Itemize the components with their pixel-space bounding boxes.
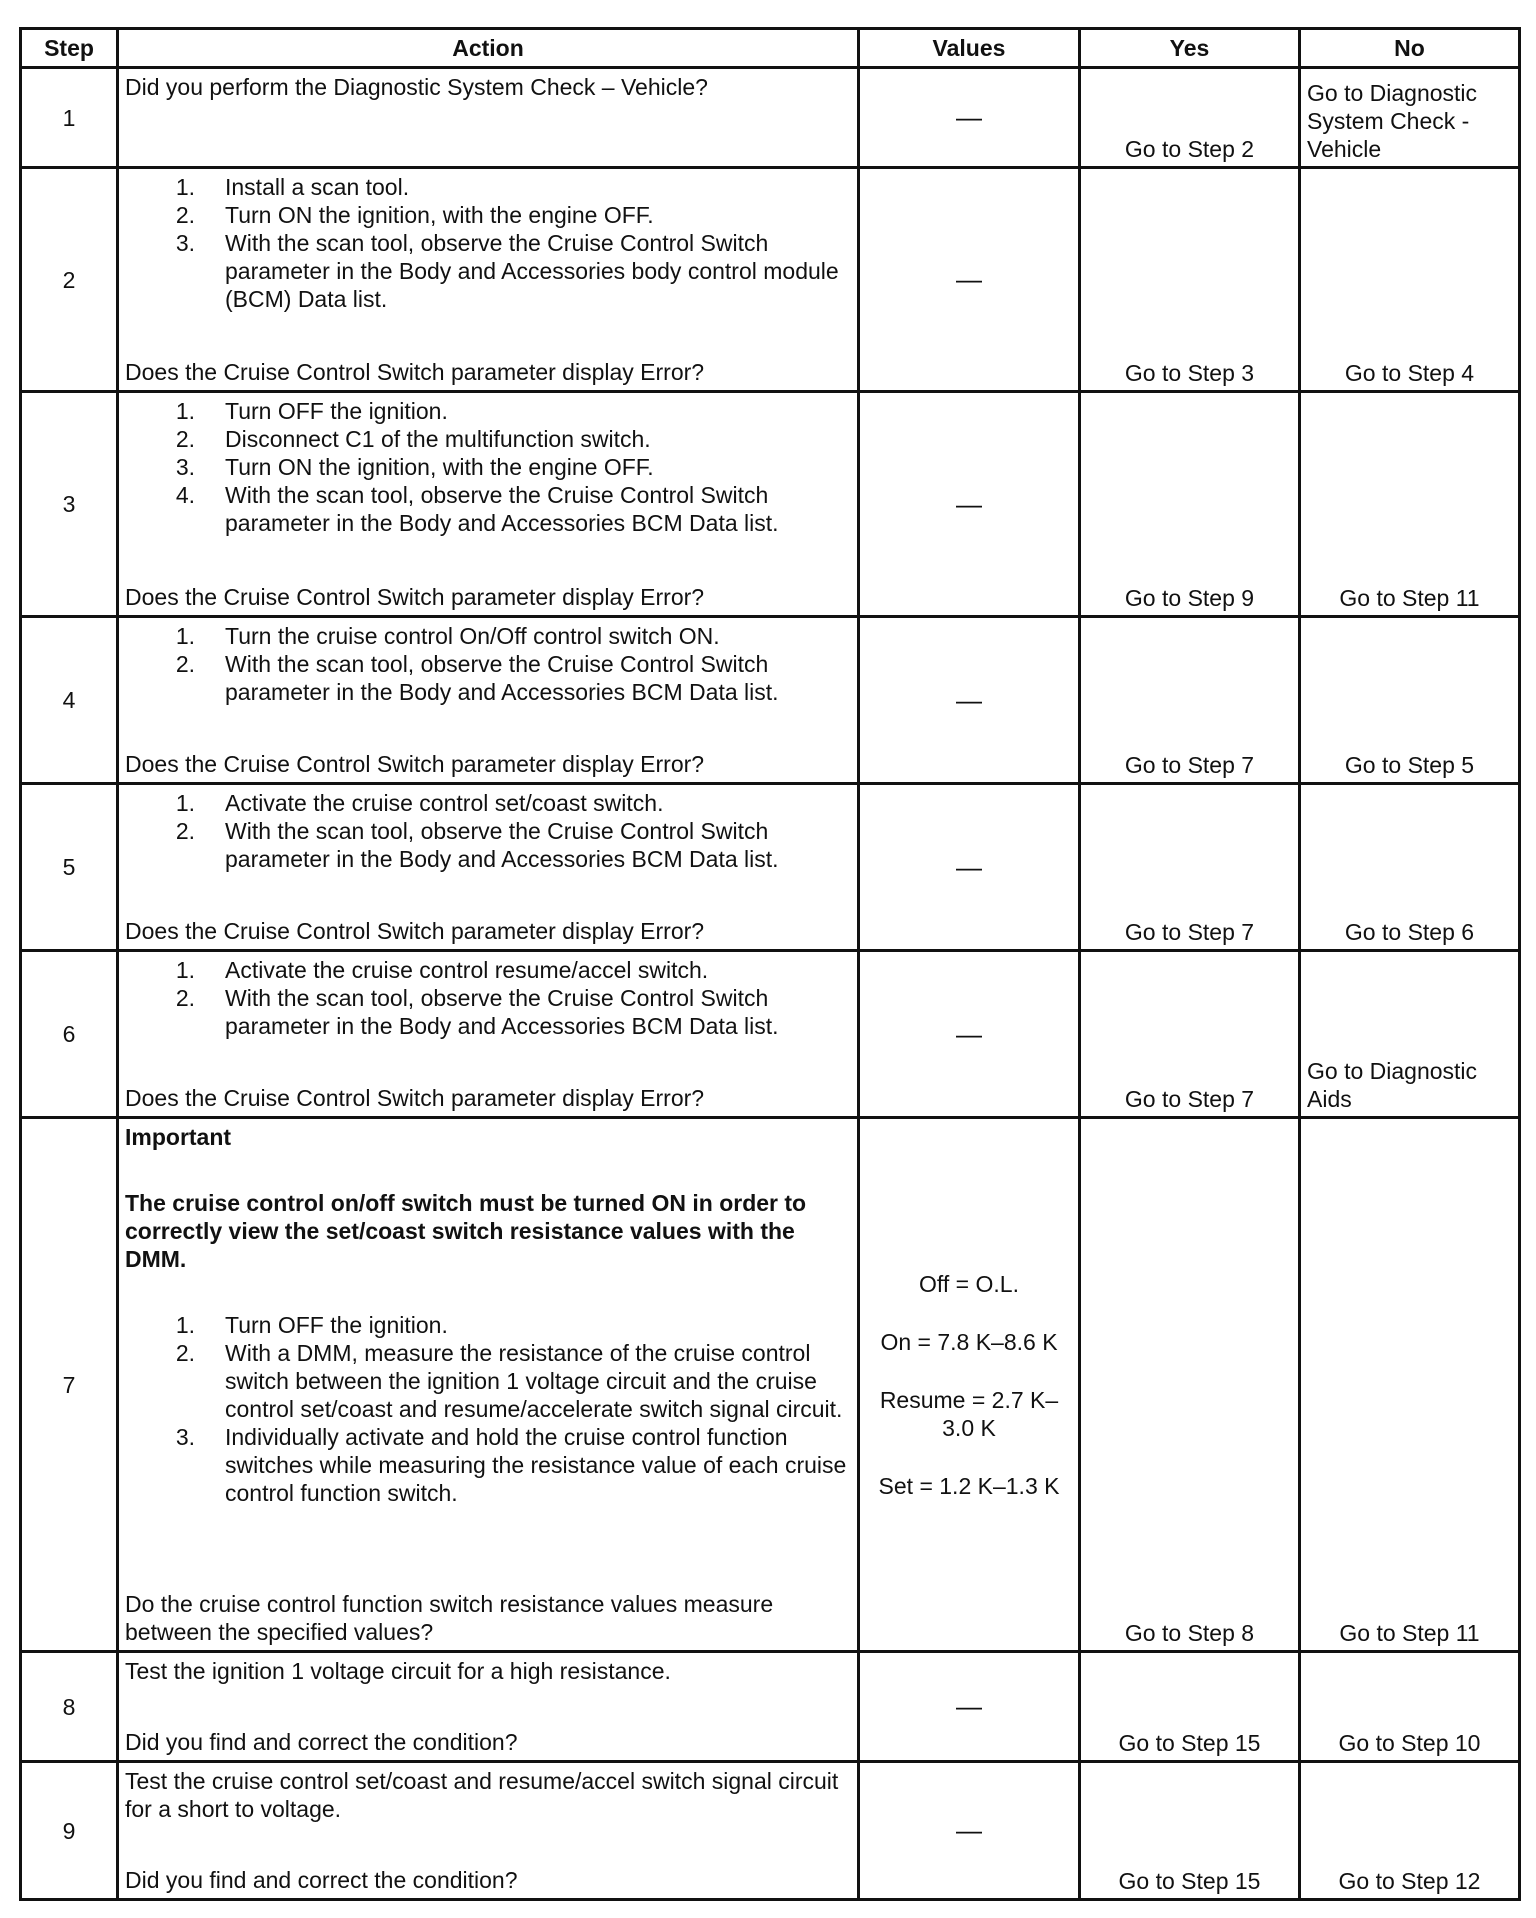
values-cell bbox=[859, 1762, 1080, 1900]
values-cell bbox=[859, 1118, 1080, 1652]
yes-cell: Go to Step 9 bbox=[1080, 392, 1300, 617]
step-number: 2 bbox=[21, 168, 118, 392]
yes-cell: Go to Step 8 bbox=[1080, 1118, 1300, 1652]
no-cell: Go to Diagnostic Aids bbox=[1300, 951, 1520, 1118]
yes-cell: Go to Step 7 bbox=[1080, 784, 1300, 951]
action-cell bbox=[118, 784, 859, 951]
action-steps-list bbox=[125, 622, 851, 706]
action-cell bbox=[118, 1652, 859, 1762]
values-cell bbox=[859, 617, 1080, 784]
header-no: No bbox=[1300, 29, 1520, 68]
table-row bbox=[21, 784, 1520, 951]
table-row bbox=[21, 1652, 1520, 1762]
list-item: 1. Turn OFF the ignition. bbox=[175, 398, 448, 424]
list-item: 1. Turn the cruise control On/Off control switch ON. bbox=[175, 623, 720, 649]
action-question: Does the Cruise Control Switch parameter display Error? bbox=[125, 584, 705, 610]
action-lead: Test the ignition 1 voltage circuit for a high resistance. bbox=[125, 1658, 671, 1684]
action-steps-list bbox=[125, 173, 851, 313]
list-item: 3. Turn ON the ignition, with the engine OFF. bbox=[175, 454, 654, 480]
values-dash: — bbox=[956, 264, 982, 294]
action-cell bbox=[118, 1118, 859, 1652]
action-cell bbox=[118, 1762, 859, 1900]
list-item: 1. Turn OFF the ignition. bbox=[175, 1312, 448, 1338]
values-dash: — bbox=[956, 1691, 982, 1721]
list-item: 3. With the scan tool, observe the Cruise Control Switch parameter in the Body and Accessories body control module (BCM) Data list. bbox=[175, 230, 839, 312]
diagnostic-table bbox=[19, 27, 1521, 1901]
action-cell bbox=[118, 617, 859, 784]
list-item: 2. With a DMM, measure the resistance of the cruise control switch between the ignition 1 voltage circuit and the cruise control set/coast and resume/accelerate switch signal circuit. bbox=[175, 1340, 843, 1422]
header-values: Values bbox=[859, 29, 1080, 68]
important-title: Important bbox=[125, 1124, 232, 1150]
action-question: Did you perform the Diagnostic System Check – Vehicle? bbox=[125, 74, 708, 100]
yes-cell: Go to Step 2 bbox=[1080, 68, 1300, 168]
list-item: 2. Turn ON the ignition, with the engine OFF. bbox=[175, 202, 654, 228]
yes-cell: Go to Step 15 bbox=[1080, 1652, 1300, 1762]
action-cell bbox=[118, 68, 859, 168]
action-steps-list bbox=[125, 789, 851, 873]
action-steps-list bbox=[125, 397, 851, 537]
no-cell: Go to Step 4 bbox=[1300, 168, 1520, 392]
list-item: 2. With the scan tool, observe the Cruise Control Switch parameter in the Body and Accessories BCM Data list. bbox=[175, 818, 779, 872]
values-dash: — bbox=[956, 851, 982, 882]
table-row bbox=[21, 1762, 1520, 1900]
header-row bbox=[21, 29, 1520, 68]
no-cell: Go to Step 6 bbox=[1300, 784, 1520, 951]
action-lead: Test the cruise control set/coast and resume/accel switch signal circuit for a short to voltage. bbox=[125, 1768, 839, 1822]
step-number: 5 bbox=[21, 784, 118, 951]
header-yes: Yes bbox=[1080, 29, 1300, 68]
table-row bbox=[21, 68, 1520, 168]
action-steps-list bbox=[125, 956, 851, 1040]
value-set: Set = 1.2 K–1.3 K bbox=[878, 1472, 1060, 1499]
header-action: Action bbox=[118, 29, 859, 68]
yes-cell: Go to Step 7 bbox=[1080, 951, 1300, 1118]
action-question: Does the Cruise Control Switch parameter display Error? bbox=[125, 751, 705, 777]
resistance-values bbox=[864, 1270, 1074, 1500]
values-cell bbox=[859, 951, 1080, 1118]
no-cell: Go to Step 5 bbox=[1300, 617, 1520, 784]
step-number: 1 bbox=[21, 68, 118, 168]
step-number: 6 bbox=[21, 951, 118, 1118]
table-row bbox=[21, 617, 1520, 784]
header-step: Step bbox=[21, 29, 118, 68]
action-cell bbox=[118, 951, 859, 1118]
no-cell: Go to Step 11 bbox=[1300, 1118, 1520, 1652]
values-cell bbox=[859, 784, 1080, 951]
action-steps-list bbox=[125, 1311, 851, 1507]
list-item: 2. With the scan tool, observe the Cruise Control Switch parameter in the Body and Accessories BCM Data list. bbox=[175, 985, 779, 1039]
table-row bbox=[21, 392, 1520, 617]
values-cell bbox=[859, 1652, 1080, 1762]
step-number: 3 bbox=[21, 392, 118, 617]
list-item: 1. Activate the cruise control resume/accel switch. bbox=[175, 957, 709, 983]
value-on: On = 7.8 K–8.6 K bbox=[880, 1328, 1058, 1355]
table-row bbox=[21, 1118, 1520, 1652]
yes-cell: Go to Step 3 bbox=[1080, 168, 1300, 392]
action-question: Does the Cruise Control Switch parameter display Error? bbox=[125, 1085, 705, 1111]
step-number: 8 bbox=[21, 1652, 118, 1762]
list-item: 2. With the scan tool, observe the Cruise Control Switch parameter in the Body and Accessories BCM Data list. bbox=[175, 651, 779, 705]
list-item: 3. Individually activate and hold the cruise control function switches while measuring the resistance value of each cruise control function switch. bbox=[175, 1424, 847, 1506]
values-dash: — bbox=[956, 1815, 982, 1845]
values-dash: — bbox=[956, 684, 982, 715]
list-item: 1. Activate the cruise control set/coast switch. bbox=[175, 790, 664, 816]
important-text: The cruise control on/off switch must be turned ON in order to correctly view the set/coast switch resistance values with the DMM. bbox=[125, 1190, 807, 1272]
values-cell bbox=[859, 68, 1080, 168]
values-cell bbox=[859, 168, 1080, 392]
yes-cell: Go to Step 15 bbox=[1080, 1762, 1300, 1900]
action-cell bbox=[118, 392, 859, 617]
values-cell bbox=[859, 392, 1080, 617]
yes-cell: Go to Step 7 bbox=[1080, 617, 1300, 784]
action-question: Do the cruise control function switch resistance values measure between the specified values? bbox=[125, 1591, 774, 1645]
table-row bbox=[21, 168, 1520, 392]
action-question: Does the Cruise Control Switch parameter display Error? bbox=[125, 359, 705, 385]
action-question: Did you find and correct the condition? bbox=[125, 1867, 518, 1893]
values-dash: — bbox=[956, 1018, 982, 1049]
action-cell bbox=[118, 168, 859, 392]
action-question: Did you find and correct the condition? bbox=[125, 1729, 518, 1755]
action-question: Does the Cruise Control Switch parameter display Error? bbox=[125, 918, 705, 944]
list-item: 4. With the scan tool, observe the Cruise Control Switch parameter in the Body and Accessories BCM Data list. bbox=[175, 482, 779, 536]
values-dash: — bbox=[956, 102, 982, 132]
no-cell: Go to Step 10 bbox=[1300, 1652, 1520, 1762]
value-off: Off = O.L. bbox=[919, 1270, 1019, 1297]
list-item: 1. Install a scan tool. bbox=[175, 174, 410, 200]
no-cell: Go to Step 12 bbox=[1300, 1762, 1520, 1900]
values-dash: — bbox=[956, 488, 982, 519]
no-cell: Go to Step 11 bbox=[1300, 392, 1520, 617]
table-row bbox=[21, 951, 1520, 1118]
step-number: 7 bbox=[21, 1118, 118, 1652]
step-number: 9 bbox=[21, 1762, 118, 1900]
step-number: 4 bbox=[21, 617, 118, 784]
list-item: 2. Disconnect C1 of the multifunction switch. bbox=[175, 426, 651, 452]
value-resume: Resume = 2.7 K–3.0 K bbox=[879, 1386, 1059, 1441]
no-cell: Go to Diagnostic System Check - Vehicle bbox=[1300, 68, 1520, 168]
